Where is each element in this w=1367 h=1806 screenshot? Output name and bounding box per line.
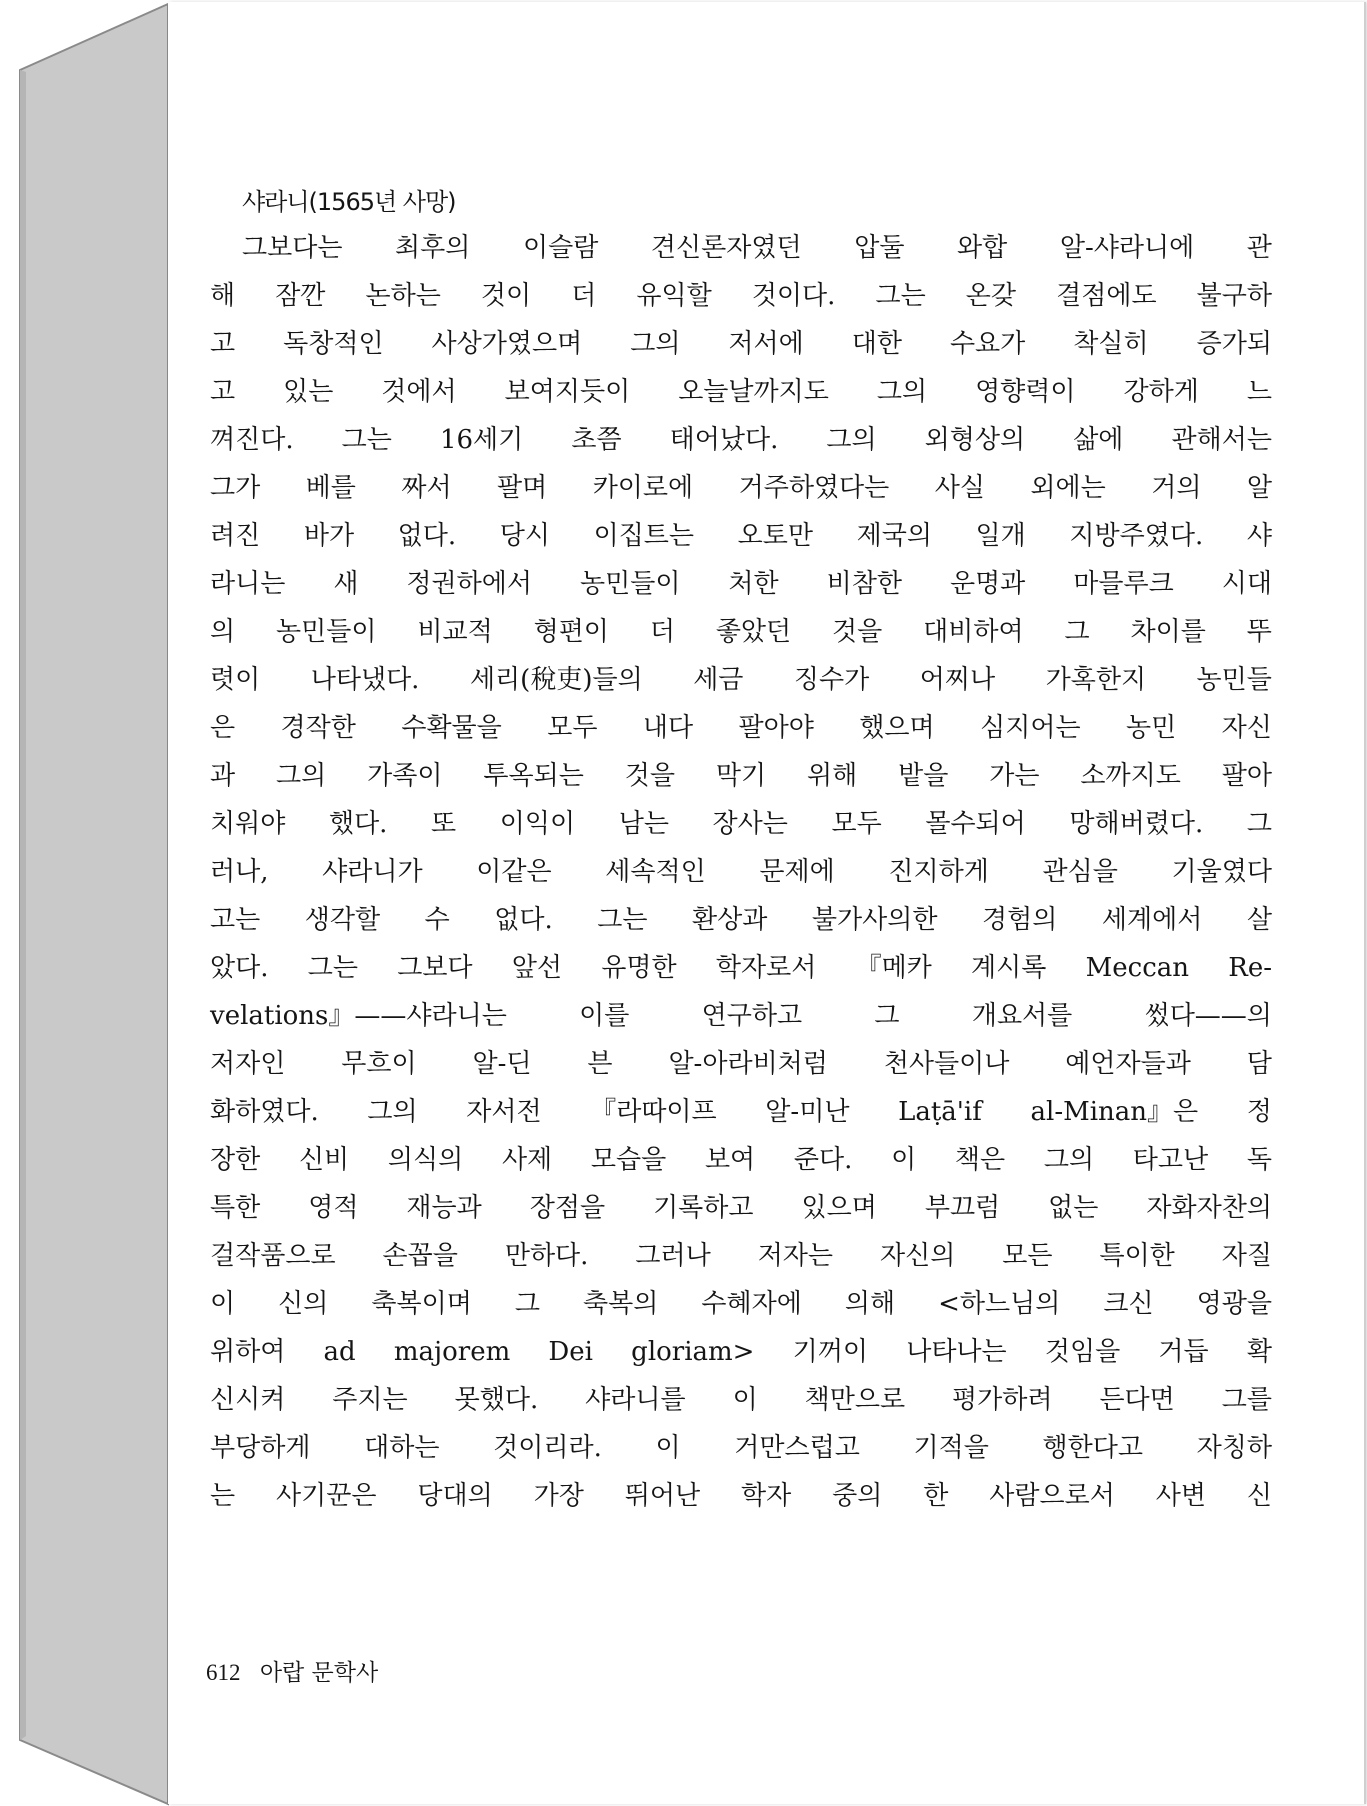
word: 장한 — [210, 1145, 261, 1175]
word: 없다. — [397, 521, 457, 551]
word: 착실히 — [1073, 329, 1149, 359]
word: 독 — [1246, 1145, 1272, 1175]
word: 망해버렸다. — [1069, 809, 1204, 839]
word: 자신의 — [879, 1241, 956, 1271]
word: 는 — [210, 1481, 236, 1511]
word: 느 — [1246, 377, 1272, 407]
word: 이같은 — [476, 857, 552, 887]
word: 관 — [1246, 233, 1272, 263]
word: 세리(稅吏)들의 — [469, 665, 643, 695]
word: 당대의 — [417, 1481, 493, 1511]
word: 외형상의 — [924, 425, 1026, 455]
word: 견신론자였던 — [650, 233, 802, 263]
word: 가족이 — [367, 761, 443, 791]
word: 계시록 — [971, 953, 1047, 983]
text-line — [210, 1328, 1272, 1376]
word: 가혹한지 — [1045, 665, 1147, 695]
text-line — [210, 656, 1272, 704]
word: 수 — [424, 905, 450, 935]
word: 연구하고 — [701, 1001, 803, 1031]
word: 진지하게 — [888, 857, 989, 887]
word: 확 — [1246, 1337, 1272, 1367]
word: 의해 — [844, 1289, 896, 1319]
word: 그는 — [875, 281, 926, 311]
word: 제국의 — [856, 521, 932, 551]
word: 그는 — [307, 953, 358, 983]
word: 사람으로서 — [989, 1481, 1115, 1511]
text-line — [210, 1184, 1272, 1232]
word: <하느님의 — [938, 1289, 1061, 1319]
word: 뚜 — [1246, 617, 1272, 647]
word: 내다 — [642, 713, 694, 743]
word: 것이 — [480, 281, 532, 311]
word: 더 — [649, 617, 675, 647]
word: 거듭 — [1158, 1337, 1209, 1367]
word: 오늘날까지도 — [678, 377, 829, 407]
word: 『메카 — [855, 953, 932, 983]
word: 보여 — [704, 1145, 756, 1175]
word: 자질 — [1221, 1241, 1272, 1271]
word: 기적을 — [913, 1433, 989, 1463]
word: 자칭하 — [1196, 1433, 1272, 1463]
word: 신의 — [278, 1289, 329, 1319]
word: 타고난 — [1132, 1145, 1209, 1175]
word: 손꼽을 — [382, 1241, 458, 1271]
word: 만하다. — [504, 1241, 589, 1271]
page-number: 612 — [206, 1660, 241, 1685]
text-line — [210, 848, 1272, 896]
word: 했으며 — [859, 713, 935, 743]
text-line — [210, 320, 1272, 368]
word: 예언자들과 — [1065, 1049, 1191, 1079]
word: 알-미난 — [765, 1097, 850, 1127]
word: 학자 — [741, 1481, 792, 1511]
word: 팔며 — [497, 473, 548, 503]
word: 부당하게 — [210, 1433, 311, 1463]
word: 가장 — [533, 1481, 584, 1511]
page-footer — [206, 1654, 378, 1687]
word: 그의 — [826, 425, 877, 455]
word: 영광을 — [1196, 1289, 1272, 1319]
word: 것을 — [832, 617, 883, 647]
word: 그의 — [1043, 1145, 1095, 1175]
word: 껴진다. — [210, 425, 294, 455]
word: 그러나 — [635, 1241, 711, 1271]
word: 거주하였다는 — [738, 473, 890, 503]
word: 위하여 — [210, 1337, 286, 1367]
word: 정권하에서 — [406, 569, 533, 599]
text-line — [210, 1088, 1272, 1136]
word: Re- — [1228, 953, 1272, 983]
word: 결점에도 — [1056, 281, 1157, 311]
word: 세계에서 — [1101, 905, 1203, 935]
text-line — [210, 944, 1272, 992]
word: 시대 — [1221, 569, 1272, 599]
word: 신비 — [298, 1145, 350, 1175]
word: 불가사의한 — [811, 905, 938, 935]
word: 농민 — [1125, 713, 1177, 743]
word: 없는 — [1048, 1193, 1099, 1223]
word: 축복의 — [583, 1289, 659, 1319]
word: 그 — [1064, 617, 1090, 647]
word: 그는 — [341, 425, 392, 455]
word: 바가 — [303, 521, 355, 551]
word: 의식의 — [387, 1145, 464, 1175]
text-line — [210, 1280, 1272, 1328]
word: 신 — [1246, 1481, 1272, 1511]
word: 나타냈다. — [310, 665, 420, 695]
word: 막기 — [715, 761, 767, 791]
word: 이익이 — [499, 809, 576, 839]
text-line — [210, 800, 1272, 848]
word: 와합 — [957, 233, 1008, 263]
word: 샤라니가 — [322, 857, 423, 887]
word: 그를 — [1221, 1385, 1272, 1415]
word: 농민들 — [1196, 665, 1272, 695]
word: 강하게 — [1123, 377, 1199, 407]
text-line — [210, 1424, 1272, 1472]
word: 정 — [1246, 1097, 1272, 1127]
word: 잠깐 — [275, 281, 326, 311]
word: 생각할 — [304, 905, 381, 935]
word: 또 — [431, 809, 457, 839]
word: 알-샤라니에 — [1059, 233, 1195, 263]
word: 부끄럼 — [924, 1193, 1001, 1223]
word: 문제에 — [759, 857, 835, 887]
text-line — [210, 368, 1272, 416]
word: 수요가 — [949, 329, 1026, 359]
word: 일개 — [975, 521, 1026, 551]
word: 보여지듯이 — [504, 377, 631, 407]
word: 차이를 — [1130, 617, 1206, 647]
word: gloriam> — [631, 1337, 755, 1367]
word: 해 — [210, 281, 236, 311]
word: 치워야 — [210, 809, 286, 839]
word: 특한 — [210, 1193, 261, 1223]
word: 천사들이나 — [883, 1049, 1010, 1079]
word: 대한 — [851, 329, 902, 359]
word: 기록하고 — [653, 1193, 754, 1223]
word: 몰수되어 — [925, 809, 1026, 839]
text-line — [210, 704, 1272, 752]
word: 그의 — [876, 377, 928, 407]
word: 나타나는 — [906, 1337, 1007, 1367]
word: 신시켜 — [210, 1385, 286, 1415]
word: 삶에 — [1073, 425, 1124, 455]
word: 심지어는 — [980, 713, 1081, 743]
word: 영적 — [308, 1193, 359, 1223]
word: 그의 — [630, 329, 681, 359]
word: 것을 — [624, 761, 675, 791]
word: 그보다 — [397, 953, 473, 983]
word: 걸작품으로 — [210, 1241, 336, 1271]
word: 그 — [514, 1289, 540, 1319]
word: 살 — [1246, 905, 1272, 935]
word: 저자인 — [210, 1049, 286, 1079]
word: 러나, — [210, 857, 269, 887]
word: 뛰어난 — [624, 1481, 701, 1511]
word: 축복이며 — [371, 1289, 472, 1319]
text-line — [210, 992, 1272, 1040]
word: 세금 — [693, 665, 744, 695]
word: 했다. — [328, 809, 388, 839]
word: 이 — [210, 1289, 236, 1319]
word: 태어났다. — [669, 425, 779, 455]
word: 대비하여 — [923, 617, 1024, 647]
word: 평가하려 — [952, 1385, 1053, 1415]
text-line — [210, 1136, 1272, 1184]
word: 없다. — [494, 905, 553, 935]
word: 행한다고 — [1042, 1433, 1143, 1463]
word: 사실 — [934, 473, 985, 503]
word: 독창적인 — [283, 329, 384, 359]
text-line — [210, 608, 1272, 656]
word: 책은 — [954, 1145, 1006, 1175]
word: majorem — [393, 1337, 511, 1367]
word: 『라따이프 — [590, 1097, 717, 1127]
word: 자화자찬의 — [1146, 1193, 1272, 1223]
word: 기울였다 — [1171, 857, 1272, 887]
word: 수혜자에 — [701, 1289, 802, 1319]
word: 영향력이 — [975, 377, 1076, 407]
word: 준다. — [793, 1145, 853, 1175]
word: 베를 — [305, 473, 356, 503]
word: 최후의 — [395, 233, 471, 263]
word: 16세기 — [439, 425, 524, 455]
word: 것이다. — [751, 281, 836, 311]
word: 사제 — [501, 1145, 553, 1175]
word: 그가 — [210, 473, 261, 503]
word: 지방주였다. — [1069, 521, 1204, 551]
word: 카이로에 — [592, 473, 694, 503]
word: 관해서는 — [1171, 425, 1272, 455]
word: 저자는 — [757, 1241, 834, 1271]
word: 밭을 — [898, 761, 949, 791]
word: 세속적인 — [605, 857, 706, 887]
word: 불구하 — [1196, 281, 1272, 311]
word: 고 — [210, 329, 236, 359]
word: 거의 — [1151, 473, 1202, 503]
text-line — [210, 896, 1272, 944]
word: 비교적 — [417, 617, 493, 647]
word: 그는 — [597, 905, 648, 935]
word: 려진 — [210, 521, 261, 551]
word: 이 — [732, 1385, 758, 1415]
word: 증가되 — [1196, 329, 1272, 359]
word: 븐 — [587, 1049, 613, 1079]
word: 새 — [333, 569, 359, 599]
word: 모두 — [831, 809, 882, 839]
word: 그의 — [367, 1097, 418, 1127]
text-line — [210, 1472, 1272, 1520]
word: 농민들이 — [579, 569, 681, 599]
word: 크신 — [1103, 1289, 1154, 1319]
word: 것임을 — [1044, 1337, 1121, 1367]
text-line — [210, 464, 1272, 512]
word: 관심을 — [1042, 857, 1118, 887]
word: 이 — [891, 1145, 917, 1175]
word: 못했다. — [454, 1385, 539, 1415]
word: 있는 — [283, 377, 334, 407]
word: 압둘 — [854, 233, 905, 263]
text-line — [210, 560, 1272, 608]
word: 있으며 — [801, 1193, 877, 1223]
word: 모두 — [547, 713, 598, 743]
word: 고 — [210, 377, 236, 407]
text-line — [210, 1376, 1272, 1424]
word: 위해 — [807, 761, 858, 791]
word: 그 — [1246, 809, 1272, 839]
word: 외에는 — [1030, 473, 1106, 503]
word: 더 — [571, 281, 597, 311]
word: 남는 — [618, 809, 669, 839]
word: 과 — [210, 761, 236, 791]
word: 장점을 — [529, 1193, 606, 1223]
word: 유익할 — [636, 281, 712, 311]
word: 투옥되는 — [483, 761, 584, 791]
word: 당시 — [499, 521, 550, 551]
book-edge — [0, 0, 172, 1806]
word: 운명과 — [949, 569, 1026, 599]
word: 가는 — [989, 761, 1040, 791]
word: 모든 — [1002, 1241, 1053, 1271]
word: 샤 — [1246, 521, 1272, 551]
word: 특이한 — [1099, 1241, 1175, 1271]
word: 오토만 — [737, 521, 813, 551]
word: 기꺼이 — [792, 1337, 869, 1367]
text-line — [210, 512, 1272, 560]
word: 소까지도 — [1080, 761, 1181, 791]
word: 좋았던 — [715, 617, 792, 647]
word: 팔아야 — [738, 713, 814, 743]
word: 비참한 — [826, 569, 902, 599]
word: 무흐이 — [341, 1049, 417, 1079]
word: 대하는 — [364, 1433, 440, 1463]
word: 라니는 — [210, 569, 286, 599]
word: velations』——샤라니는 — [210, 1001, 507, 1031]
word: 형편이 — [533, 617, 609, 647]
word: 처한 — [728, 569, 779, 599]
word: 그 — [874, 1001, 900, 1031]
word: 유명한 — [601, 953, 677, 983]
word: 경작한 — [280, 713, 356, 743]
word: 샤라니를 — [585, 1385, 686, 1415]
word: 고는 — [210, 905, 261, 935]
word: 한 — [923, 1481, 949, 1511]
word: 사기꾼은 — [276, 1481, 377, 1511]
word: 주지는 — [332, 1385, 408, 1415]
word: Meccan — [1085, 953, 1190, 983]
word: 초쯤 — [571, 425, 622, 455]
text-line — [210, 752, 1272, 800]
word: 온갖 — [965, 281, 1017, 311]
word: 마믈루크 — [1073, 569, 1174, 599]
word: 이슬람 — [522, 233, 599, 263]
word: 이를 — [579, 1001, 630, 1031]
section-heading: 샤라니(1565년 사망) — [242, 188, 456, 216]
word: 이집트는 — [593, 521, 695, 551]
word: 책만으로 — [804, 1385, 906, 1415]
running-title: 아랍 문학사 — [259, 1660, 379, 1686]
word: 학자로서 — [715, 953, 817, 983]
text-line — [210, 416, 1272, 464]
word: 담 — [1246, 1049, 1272, 1079]
word: 환상과 — [692, 905, 768, 935]
word: 렷이 — [210, 665, 261, 695]
word: 화하였다. — [210, 1097, 319, 1127]
word: 수확물을 — [401, 713, 502, 743]
text-line — [210, 224, 1272, 272]
body-text — [210, 224, 1272, 1520]
word: 알 — [1246, 473, 1272, 503]
word: 재능과 — [406, 1193, 482, 1223]
word: 자신 — [1221, 713, 1272, 743]
word: 았다. — [210, 953, 269, 983]
word: 자서전 — [466, 1097, 542, 1127]
word: 중의 — [832, 1481, 883, 1511]
word: 이 — [655, 1433, 681, 1463]
word: 거만스럽고 — [734, 1433, 860, 1463]
text-line — [210, 1232, 1272, 1280]
word: 알-아라비처럼 — [668, 1049, 828, 1079]
word: 그의 — [276, 761, 327, 791]
word: 것에서 — [381, 377, 457, 407]
word: 사상가였으며 — [431, 329, 583, 359]
word: 장사는 — [712, 809, 788, 839]
word: 의 — [210, 617, 236, 647]
word: 것이리라. — [493, 1433, 602, 1463]
word: 어찌나 — [919, 665, 996, 695]
word: 저서에 — [728, 329, 804, 359]
word: al-Minan』은 — [1030, 1097, 1199, 1127]
word: 든다면 — [1099, 1385, 1175, 1415]
text-line — [210, 1040, 1272, 1088]
word: 짜서 — [401, 473, 452, 503]
word: 그보다는 — [242, 233, 343, 263]
word: 농민들이 — [276, 617, 377, 647]
word: 팔아 — [1221, 761, 1272, 791]
word: Laṭā'if — [898, 1097, 982, 1127]
word: 썼다——의 — [1144, 1001, 1272, 1031]
word: 은 — [210, 713, 236, 743]
word: ad — [323, 1337, 356, 1367]
word: 알-딘 — [472, 1049, 532, 1079]
word: 경험의 — [982, 905, 1058, 935]
word: 모습을 — [590, 1145, 667, 1175]
word: 사변 — [1155, 1481, 1206, 1511]
word: 개요서를 — [971, 1001, 1073, 1031]
word: 앞선 — [511, 953, 563, 983]
word: 논하는 — [365, 281, 441, 311]
word: Dei — [548, 1337, 593, 1367]
text-line — [210, 272, 1272, 320]
word: 징수가 — [793, 665, 870, 695]
